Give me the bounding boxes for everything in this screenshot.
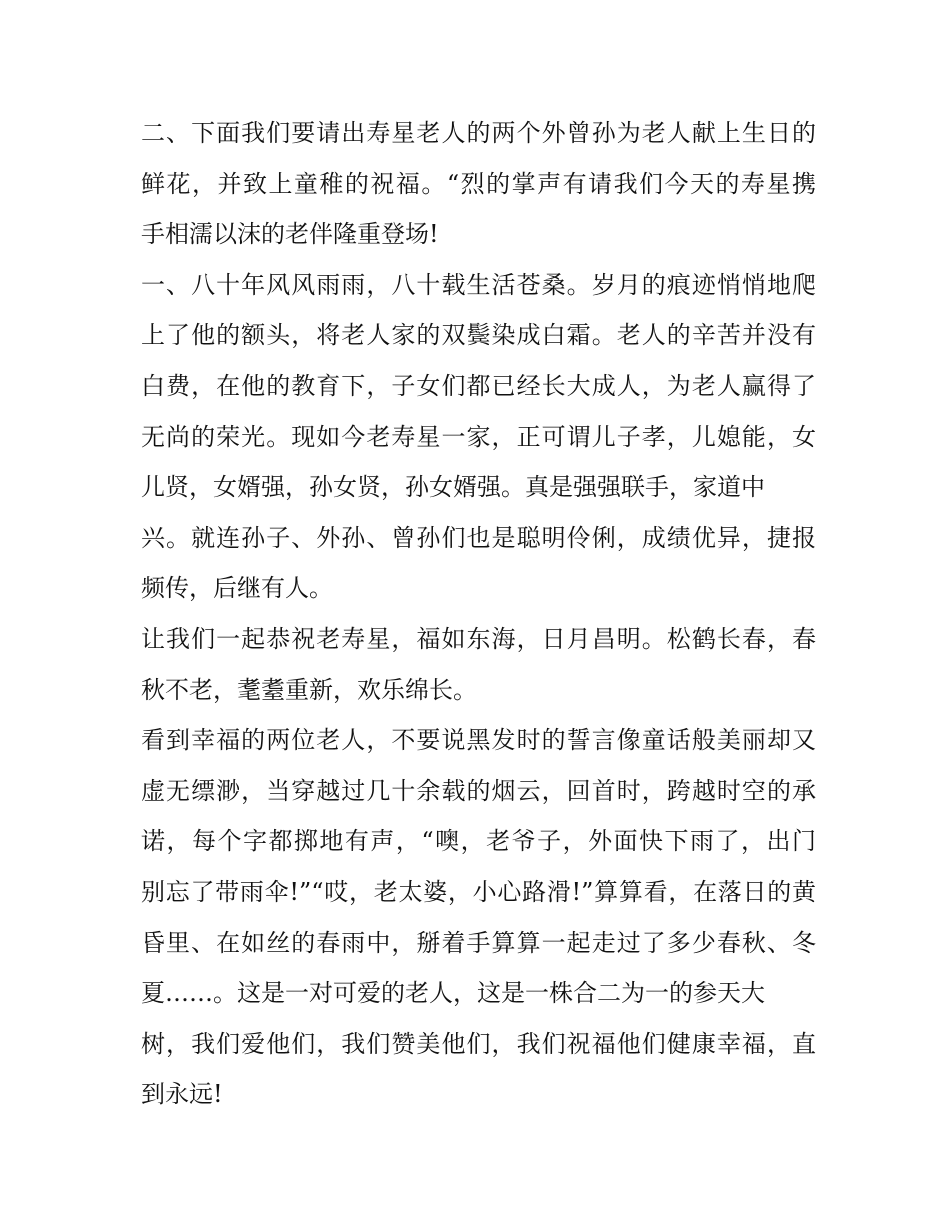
text-line: 儿贤，女婿强，孙女贤，孙女婿强。真是强强联手，家道中 (141, 473, 765, 502)
text-line: 一、八十年风风雨雨，八十载生活苍桑。岁月的痕迹悄悄地爬 (141, 270, 816, 299)
paragraph-2 (141, 260, 816, 614)
text-line: 别忘了带雨伞!”“哎，老太婆，小心路滑!”算算看，在落日的黄 (141, 877, 816, 906)
paragraph-4 (141, 715, 816, 1120)
text-line: 上了他的额头，将老人家的双鬓染成白霜。老人的辛苦并没有 (141, 321, 816, 350)
text-line: 秋不老，耄耋重新，欢乐绵长。 (141, 675, 477, 704)
text-line: 白费，在他的教育下，子女们都已经长大成人，为老人赢得了 (141, 371, 816, 400)
text-line: 昏里、在如丝的春雨中，掰着手算算一起走过了多少春秋、冬 (141, 928, 816, 957)
text-line: 虚无缥渺，当穿越过几十余载的烟云，回首时，跨越时空的承 (141, 776, 816, 805)
text-line: 诺，每个字都掷地有声，“噢，老爷子，外面快下雨了，出门 (141, 827, 816, 856)
text-line: 手相濡以沫的老伴隆重登场! (141, 220, 439, 249)
paragraph-3 (141, 614, 816, 715)
text-line: 鲜花，并致上童稚的祝福。“烈的掌声有请我们今天的寿星携 (141, 169, 816, 198)
text-line: 兴。就连孙子、外孙、曾孙们也是聪明伶俐，成绩优异，捷报 (141, 523, 816, 552)
text-line: 频传，后继有人。 (141, 574, 333, 603)
document-body (141, 108, 816, 1120)
text-line: 无尚的荣光。现如今老寿星一家，正可谓儿子孝，儿媳能，女 (141, 422, 816, 451)
text-line: 让我们一起恭祝老寿星，福如东海，日月昌明。松鹤长春，春 (141, 624, 816, 653)
text-line: 夏……。这是一对可爱的老人，这是一株合二为一的参天大 (141, 979, 765, 1008)
text-line: 树，我们爱他们，我们赞美他们，我们祝福他们健康幸福，直 (141, 1029, 816, 1058)
text-line: 看到幸福的两位老人，不要说黑发时的誓言像童话般美丽却又 (141, 726, 816, 755)
paragraph-1 (141, 108, 816, 260)
text-line: 到永远! (141, 1080, 223, 1109)
text-line: 二、下面我们要请出寿星老人的两个外曾孙为老人献上生日的 (141, 119, 816, 147)
